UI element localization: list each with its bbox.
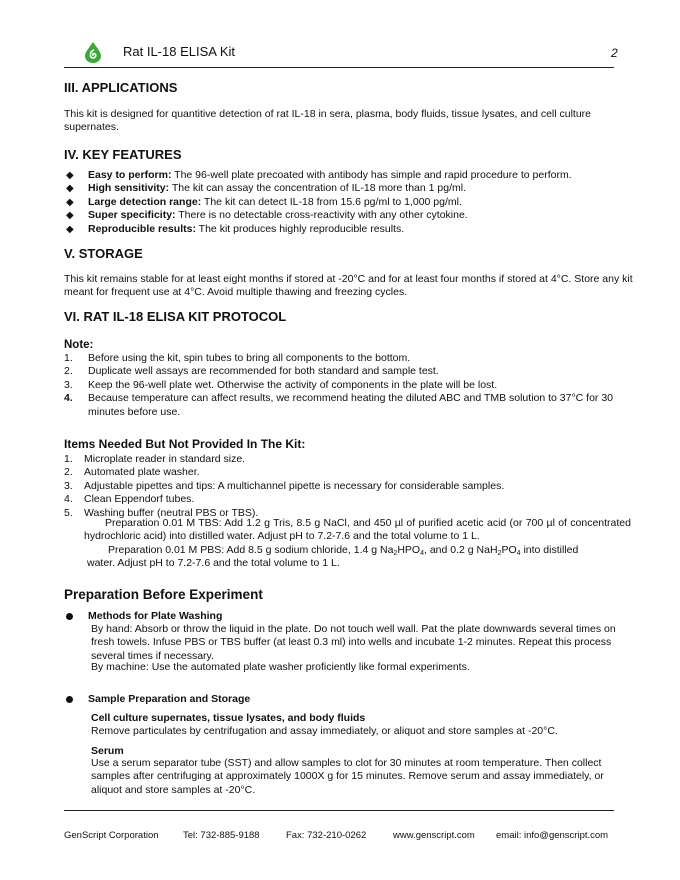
diamond-bullet-icon: ◆ bbox=[66, 196, 74, 208]
cell-culture-text: Remove particulates by centrifugation and assay immediately, or aliquot and store samples at -20°C. bbox=[91, 725, 558, 737]
footer-company: GenScript Corporation bbox=[64, 830, 159, 841]
list-item: 4. Because temperature can affect results, we recommend heating the diluted ABC and TMB solution to 37°C for 30 minutes before use. bbox=[64, 392, 614, 418]
genscript-logo-icon bbox=[84, 41, 102, 63]
footer-fax: Fax: 732-210-0262 bbox=[286, 830, 367, 841]
storage-heading: V. STORAGE bbox=[64, 246, 143, 261]
list-item: ◆ Large detection range: The kit can detect IL-18 from 15.6 pg/ml to 1,000 pg/ml. bbox=[66, 195, 462, 208]
notes-list bbox=[64, 352, 634, 419]
page-number: 2 bbox=[611, 46, 618, 60]
footer-website[interactable]: www.genscript.com bbox=[393, 830, 475, 841]
list-item: ◆ High sensitivity: The kit can assay the concentration of IL-18 more than 1 pg/ml. bbox=[66, 182, 466, 195]
pbs-preparation-line2: water. Adjust pH to 7.2-7.6 and the total volume to 1 L. bbox=[87, 557, 340, 569]
diamond-bullet-icon: ◆ bbox=[66, 183, 74, 195]
header-rule bbox=[64, 67, 614, 68]
serum-title: Serum bbox=[91, 745, 124, 757]
items-needed-list bbox=[64, 453, 634, 520]
diamond-bullet-icon: ◆ bbox=[66, 210, 74, 222]
list-item: 4. Clean Eppendorf tubes. bbox=[64, 493, 195, 506]
list-item: 1. Before using the kit, spin tubes to bring all components to the bottom. bbox=[64, 352, 411, 364]
storage-text: This kit remains stable for at least eight months if stored at -20°C and for at least four months if stored at 4°C. Store any kit meant for frequent use at 4°C. Avoid multiple thawing and freezing cycles. bbox=[64, 273, 633, 299]
bullet-dot-icon bbox=[66, 696, 73, 703]
items-needed-heading: Items Needed But Not Provided In The Kit: bbox=[64, 437, 306, 451]
plate-washing-title: Methods for Plate Washing bbox=[88, 610, 223, 622]
list-item: 2. Duplicate well assays are recommended for both standard and sample test. bbox=[64, 365, 439, 378]
bullet-dot-icon bbox=[66, 613, 73, 620]
list-item: ◆ Reproducible results: The kit produces highly reproducible results. bbox=[66, 222, 405, 235]
note-heading: Note: bbox=[64, 339, 94, 351]
sample-preparation-title: Sample Preparation and Storage bbox=[88, 693, 251, 705]
plate-washing-by-machine: By machine: Use the automated plate washer proficiently like formal experiments. bbox=[91, 661, 470, 673]
key-features-heading: IV. KEY FEATURES bbox=[64, 147, 182, 162]
key-features-list bbox=[64, 169, 634, 236]
pbs-preparation-text: Preparation 0.01 M PBS: Add 8.5 g sodium chloride, 1.4 g $Na_2HPO_4$, and 0.2 g $NaH_2PO_4$ into distilled bbox=[108, 544, 579, 557]
preparation-heading: Preparation Before Experiment bbox=[64, 587, 263, 602]
diamond-bullet-icon: ◆ bbox=[66, 170, 74, 181]
footer-rule bbox=[64, 810, 614, 811]
list-item: 5. Washing buffer (neutral PBS or TBS). bbox=[64, 506, 259, 519]
footer-email[interactable]: email: info@genscript.com bbox=[496, 830, 609, 841]
list-item: ◆ Super specificity: There is no detectable cross-reactivity with any other cytokine. bbox=[66, 209, 468, 222]
header-title: Rat IL-18 ELISA Kit bbox=[123, 44, 236, 59]
list-item: 3. Adjustable pipettes and tips: A multichannel pipette is necessary for considerable samples. bbox=[64, 479, 505, 492]
list-item: ◆ Easy to perform: The 96-well plate precoated with antibody has simple and rapid procedure to perform. bbox=[66, 169, 572, 181]
plate-washing-by-hand: By hand: Absorb or throw the liquid in the plate. Do not touch well wall. Pat the plate downwards several times on fresh towels. Infuse PBS or TBS buffer (at least 0.3 ml) into wells and incubate 1-2 minutes. Repeat this process several times if necessary. bbox=[91, 623, 616, 662]
protocol-heading: VI. RAT IL-18 ELISA KIT PROTOCOL bbox=[64, 309, 287, 324]
diamond-bullet-icon: ◆ bbox=[66, 223, 74, 235]
tbs-preparation-text: Preparation 0.01 M TBS: Add 1.2 g Tris, 8.5 g NaCl, and 450 µl of purified acetic acid (or 700 µl of concentrated hydrochloric acid) into distilled water. Adjust pH to 7.2-7.6 and the total volume to 1 L. bbox=[84, 517, 631, 543]
footer-tel: Tel: 732-885-9188 bbox=[183, 830, 260, 841]
list-item: 2. Automated plate washer. bbox=[64, 466, 200, 479]
applications-text: This kit is designed for quantitive detection of rat IL-18 in sera, plasma, body fluids, tissue lysates, and cell culture supernates. bbox=[64, 108, 592, 134]
list-item: 3. Keep the 96-well plate wet. Otherwise the activity of components in the plate will be lost. bbox=[64, 378, 498, 391]
cell-culture-title: Cell culture supernates, tissue lysates, and body fluids bbox=[91, 712, 366, 724]
serum-text: Use a serum separator tube (SST) and allow samples to clot for 30 minutes at room temperature. Then collect samples after centrifuging at approximately 1000X g for 15 minutes. Remove serum and assay immediately, or aliquot and store samples at -20°C. bbox=[91, 757, 604, 796]
applications-heading: III. APPLICATIONS bbox=[64, 80, 178, 95]
list-item: 1. Microplate reader in standard size. bbox=[64, 453, 246, 465]
